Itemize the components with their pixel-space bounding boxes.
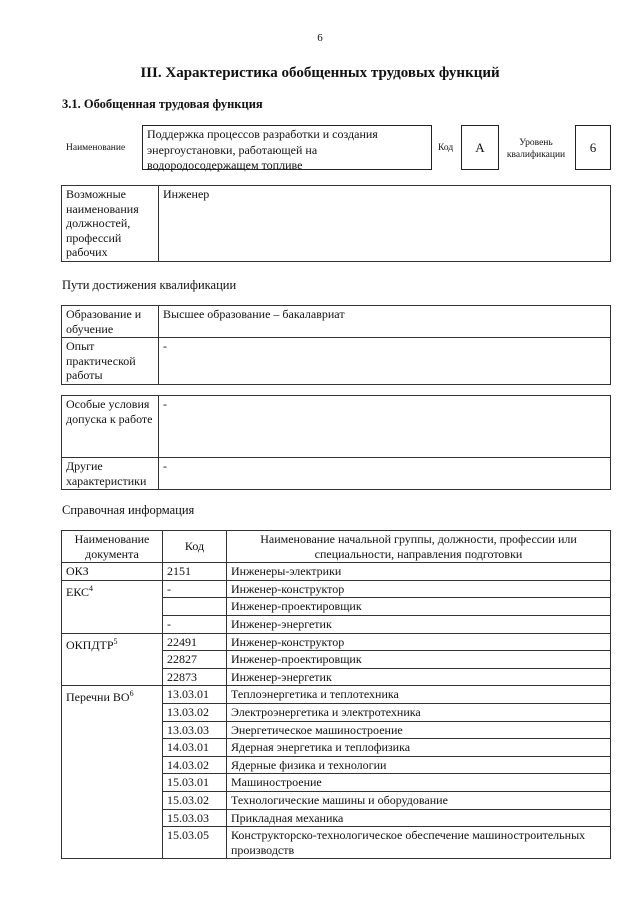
reference-name: Инженер-проектировщик — [227, 598, 611, 616]
name-label: Наименование — [66, 143, 126, 153]
positions-table — [61, 185, 611, 262]
qualification-paths-heading: Пути достижения квалификации — [62, 278, 237, 292]
conditions-table — [61, 395, 611, 490]
reference-body — [62, 563, 611, 859]
footnote-mark: 4 — [89, 583, 94, 593]
reference-name: Конструкторско-технологическое обеспечение машиностроительных производств — [227, 827, 611, 859]
reference-doc-label: ОКПДТР — [66, 637, 114, 652]
other-value: - — [159, 458, 611, 490]
level-label: Уровень квалификации — [506, 138, 566, 160]
reference-code: 15.03.05 — [163, 827, 227, 859]
reference-code: - — [163, 580, 227, 598]
reference-doc-label: ОКЗ — [66, 564, 89, 579]
reference-code: 22827 — [163, 651, 227, 669]
reference-name: Инженер-конструктор — [227, 580, 611, 598]
footnote-mark: 5 — [113, 636, 118, 646]
col-name-header: Наименование начальной группы, должности, профессии или специальности, направления подготовки — [227, 531, 611, 563]
reference-code: 2151 — [163, 563, 227, 581]
reference-code: 15.03.02 — [163, 791, 227, 809]
table-row — [62, 563, 611, 581]
education-value: Высшее образование – бакалавриат — [159, 306, 611, 338]
function-name-box — [142, 125, 432, 170]
reference-name: Инженер-проектировщик — [227, 651, 611, 669]
reference-name: Инженер-энергетик — [227, 668, 611, 686]
reference-name: Машиностроение — [227, 774, 611, 792]
col-doc-header: Наименование документа — [62, 531, 163, 563]
code-box — [461, 125, 499, 170]
reference-name: Энергетическое машиностроение — [227, 721, 611, 739]
conditions-label: Особые условия допуска к работе — [62, 396, 159, 458]
table-row — [62, 580, 611, 598]
table-row — [62, 633, 611, 651]
reference-doc — [62, 580, 163, 633]
col-code-header: Код — [163, 531, 227, 563]
reference-name: Технологические машины и оборудование — [227, 791, 611, 809]
reference-doc — [62, 633, 163, 686]
reference-code: 14.03.02 — [163, 756, 227, 774]
reference-code: 22873 — [163, 668, 227, 686]
reference-code: 13.03.02 — [163, 703, 227, 721]
subsection-title: 3.1. Обобщенная трудовая функция — [62, 97, 263, 111]
conditions-value: - — [159, 396, 611, 458]
level-value: 6 — [589, 139, 597, 155]
reference-name: Инженеры-электрики — [227, 563, 611, 581]
reference-code: - — [163, 615, 227, 633]
experience-label: Опыт практической работы — [62, 338, 159, 385]
reference-table — [61, 530, 611, 859]
table-row — [62, 686, 611, 704]
reference-heading: Справочная информация — [62, 503, 195, 517]
reference-doc — [62, 563, 163, 581]
qualification-paths-table — [61, 305, 611, 385]
reference-name: Теплоэнергетика и теплотехника — [227, 686, 611, 704]
reference-doc-label: ЕКС — [66, 584, 90, 599]
reference-name: Ядерная энергетика и теплофизика — [227, 739, 611, 757]
reference-name: Прикладная механика — [227, 809, 611, 827]
footnote-mark: 6 — [129, 689, 134, 699]
reference-doc-label: Перечни ВО — [66, 690, 130, 705]
level-box — [575, 125, 611, 170]
reference-code: 22491 — [163, 633, 227, 651]
other-label: Другие характеристики — [62, 458, 159, 490]
function-name-value: Поддержка процессов разработки и создания энергоустановки, работающей на водородосодержащем топливе — [147, 127, 378, 172]
reference-name: Инженер-энергетик — [227, 615, 611, 633]
reference-name: Электроэнергетика и электротехника — [227, 703, 611, 721]
section-title: III. Характеристика обобщенных трудовых функций — [140, 65, 500, 81]
reference-code: 14.03.01 — [163, 739, 227, 757]
reference-code: 13.03.03 — [163, 721, 227, 739]
code-value: А — [475, 139, 485, 155]
positions-label: Возможные наименования должностей, профессий рабочих — [62, 186, 159, 262]
education-label: Образование и обучение — [62, 306, 159, 338]
reference-name: Инженер-конструктор — [227, 633, 611, 651]
reference-code: 13.03.01 — [163, 686, 227, 704]
page-number: 6 — [317, 32, 323, 44]
reference-name: Ядерные физика и технологии — [227, 756, 611, 774]
positions-value: Инженер — [159, 186, 611, 262]
code-label: Код — [438, 143, 454, 153]
reference-code — [163, 598, 227, 616]
reference-code: 15.03.03 — [163, 809, 227, 827]
experience-value: - — [159, 338, 611, 385]
reference-code: 15.03.01 — [163, 774, 227, 792]
reference-doc — [62, 686, 163, 859]
